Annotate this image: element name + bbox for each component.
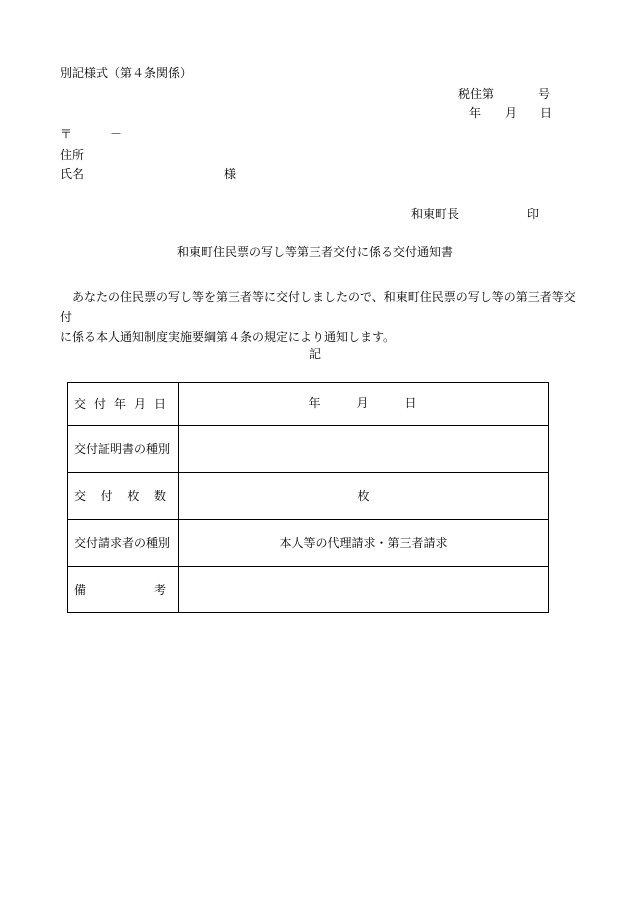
postal-dash: － <box>110 127 123 141</box>
seal-mark: 印 <box>527 207 540 221</box>
issue-date-month: 月 <box>505 106 518 120</box>
copies-value: 枚 <box>179 473 549 520</box>
notification-table <box>67 382 549 613</box>
table-row <box>68 426 549 473</box>
label-char: 枚 <box>127 489 140 503</box>
label-char: 交 <box>74 397 87 411</box>
table-row <box>68 520 549 567</box>
certificate-type-label: 交付証明書の種別 <box>68 426 179 473</box>
table-row <box>68 473 549 520</box>
issue-date-label-cell <box>68 383 179 426</box>
copies-label-cell <box>68 473 179 520</box>
value-month: 月 <box>356 396 369 410</box>
issue-date-year: 年 <box>469 106 482 120</box>
remarks-label-cell <box>68 567 179 613</box>
label-char: 付 <box>100 489 113 503</box>
ki-heading: 記 <box>308 347 321 361</box>
label-char: 交 <box>74 489 87 503</box>
body-line-1: あなたの住民票の写し等を第三者等に交付しましたので、和東町住民票の写し等の第三者等交付 <box>60 290 576 324</box>
issuer-title: 和東町長 <box>411 207 460 221</box>
postal-code-line <box>60 127 123 141</box>
remarks-value <box>179 567 549 613</box>
label-char: 月 <box>133 397 146 411</box>
address-label: 住所 <box>60 148 85 162</box>
requester-type-label: 交付請求者の種別 <box>68 520 179 567</box>
label-char: 考 <box>153 582 166 597</box>
body-text <box>60 287 580 347</box>
issue-date-value-cell <box>179 383 549 426</box>
label-char: 日 <box>153 397 166 411</box>
document-number-suffix: 号 <box>537 87 550 101</box>
honorific: 様 <box>224 167 237 181</box>
requester-type-value: 本人等の代理請求・第三者請求 <box>179 520 549 567</box>
issue-date-day: 日 <box>540 106 553 120</box>
table-row <box>68 567 549 613</box>
table-row <box>68 383 549 426</box>
document-number-prefix: 税住第 <box>458 87 495 101</box>
issue-date-value <box>309 397 419 409</box>
value-year: 年 <box>308 396 321 410</box>
form-label: 別記様式（第４条関係） <box>60 66 193 80</box>
name-label: 氏名 <box>60 167 85 181</box>
label-char: 備 <box>74 582 87 597</box>
label-char: 付 <box>93 397 106 411</box>
certificate-type-value <box>179 426 549 473</box>
issue-date-label <box>74 398 166 410</box>
value-day: 日 <box>404 396 417 410</box>
copies-label <box>74 490 166 502</box>
label-char: 年 <box>113 397 126 411</box>
document-title: 和東町住民票の写し等第三者交付に係る交付通知書 <box>176 245 453 259</box>
remarks-label <box>74 584 166 596</box>
postal-mark: 〒 <box>60 127 73 141</box>
body-line-2: に係る本人通知制度実施要綱第４条の規定により通知します。 <box>60 330 396 344</box>
label-char: 数 <box>153 489 166 503</box>
